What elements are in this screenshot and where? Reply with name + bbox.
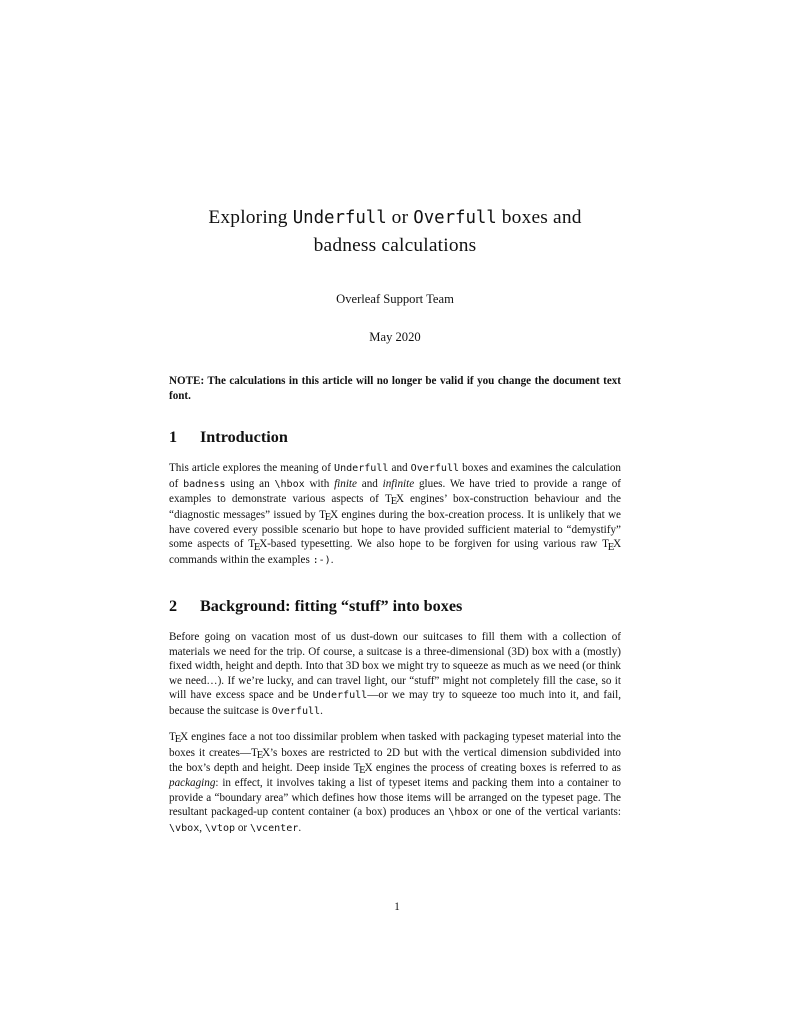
text-run: engines face a not too dissimilar problem when tasked with packaging typeset material into the boxes it creates— (169, 731, 621, 759)
title-segment-underfull: Underfull (292, 208, 387, 228)
title-segment-line2: badness calculations (313, 235, 477, 256)
text-run: . (330, 553, 334, 566)
emphasis-packaging: packaging (169, 777, 216, 790)
title-segment-boxes-and: boxes and (496, 207, 582, 228)
title-segment-or: or (386, 207, 414, 228)
text-run: with (304, 477, 335, 490)
text-run: This article explores the meaning of (169, 462, 335, 475)
section-number: 2 (169, 597, 178, 616)
code-badness: badness (183, 478, 226, 490)
code-vtop: \vtop (204, 822, 236, 834)
page-number: 1 (394, 901, 400, 913)
code-underfull: Underfull (334, 463, 389, 475)
paragraph-background-packaging (169, 730, 621, 836)
emphasis-infinite: infinite (382, 477, 415, 490)
text-run: engines’ box-construction behaviour and the “diagnostic messages” issued by (169, 493, 621, 521)
page-title (169, 204, 621, 259)
section-number: 1 (169, 428, 178, 447)
text-run: using an (225, 477, 275, 490)
title-segment-overfull: Overfull (413, 208, 497, 228)
text-run: Before going on vacation most of us dust-down our suitcases to fill them with a collection of materials we need for the trip. Of course, a suitcase is a three-dimensional (3D) box with a (mostly) fixed width, height and depth. Into that 3D box we might try to squeeze as much as we need (or think we need…). If we’re lucky, and can travel light, our “stuff” might not completely fill the case, so it will have excess space and be (169, 631, 621, 702)
code-vcenter: \vcenter (249, 822, 299, 834)
section-heading-introduction (169, 427, 621, 447)
text-run: ’s boxes are restricted to 2D but with the vertical dimension subdivided into the box’s depth and height. Deep inside (169, 746, 621, 774)
text-run: engines the process of creating boxes is referred to as (372, 761, 621, 774)
title-block (169, 0, 621, 345)
document-author: Overleaf Support Team (336, 292, 454, 306)
text-run: , (199, 821, 205, 834)
text-run: or one of the vertical variants: (478, 806, 621, 819)
text-run: or (235, 821, 250, 834)
text-run: : in effect, it involves taking a list of typeset items and packing them into a container to provide a “boundary area” which defines how those items will be arranged on the typeset page. The resultant packaged-up content container (a box) produces an (169, 777, 621, 819)
code-hbox: \hbox (274, 478, 305, 490)
code-underfull: Underfull (312, 690, 368, 702)
section-title: Background: fitting “stuff” into boxes (200, 597, 463, 616)
text-run: . (298, 821, 302, 834)
section-title: Introduction (200, 428, 288, 447)
code-overfull: Overfull (271, 705, 321, 717)
text-run: -based typesetting. We also hope to be forgiven for using various raw (267, 538, 603, 551)
tex-logo: TEX (384, 493, 404, 508)
text-run: glues. We have tried to provide a range of examples to demonstrate various aspects of (169, 477, 622, 506)
tex-logo: TEX (353, 761, 373, 777)
text-run: boxes and examines the calculation of (169, 462, 622, 490)
code-hbox: \hbox (448, 807, 479, 819)
tex-logo: TEX (169, 731, 188, 746)
code-vbox: \vbox (169, 822, 200, 834)
text-run: . (320, 704, 323, 717)
title-segment-text: Exploring (208, 207, 293, 228)
code-smiley: :-) (312, 554, 331, 566)
tex-logo: TEX (319, 508, 338, 523)
paragraph-introduction (169, 461, 621, 568)
code-overfull: Overfull (410, 463, 460, 475)
text-run: engines during the box-creation process. It is unlikely that we have covered every possible scenario but hope to have provided sufficient material to “demystify” some aspects of (169, 508, 621, 551)
text-run: and (356, 477, 383, 490)
emphasis-finite: finite (334, 477, 357, 490)
page-content (169, 0, 621, 836)
note-paragraph: NOTE: The calculations in this article will no longer be valid if you change the document text font. (169, 375, 621, 402)
text-run: commands within the examples (169, 553, 313, 566)
tex-logo: TEX (248, 538, 268, 553)
text-run: and (388, 462, 411, 475)
tex-logo: TEX (602, 538, 621, 553)
text-run: —or we may try to squeeze too much into it, and fail, because the suitcase is (169, 689, 621, 717)
section-heading-background (169, 596, 621, 616)
paragraph-background-suitcase (169, 630, 621, 719)
tex-logo: TEX (251, 746, 270, 761)
document-date: May 2020 (369, 330, 421, 344)
